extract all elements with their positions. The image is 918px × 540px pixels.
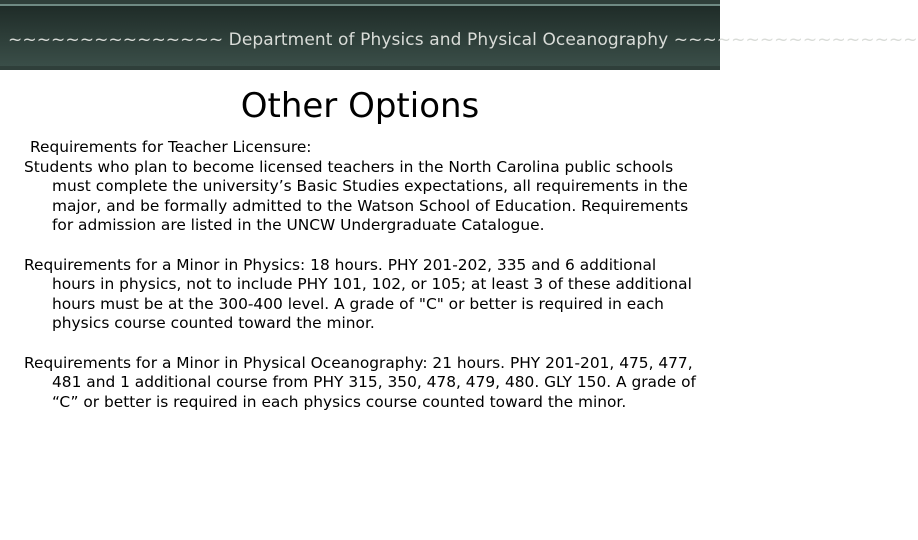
teacher-licensure-label: Requirements for Teacher Licensure: (30, 138, 312, 156)
slide-title: Other Options (240, 86, 480, 126)
oceanography-minor-paragraph (24, 354, 704, 413)
oceanography-minor-text: 21 hours. PHY 201-201, 475, 477, 481 and 1 additional course from PHY 315, 350, 478, 479, 480. GLY 150. A grade of “C” or better is required in each physics course counted toward the minor. (52, 353, 696, 411)
physics-minor-label: Requirements for a Minor in Physics: (24, 255, 306, 274)
teacher-licensure-text: Students who plan to become licensed teachers in the North Carolina public schools must complete the university’s Basic Studies expectations, all requirements in the major, and be formally admitted to the Watson School of Education. Requirements for admission are listed in the UNCW Undergraduate Catalogue. (24, 157, 689, 235)
slide-content (24, 138, 704, 412)
physics-minor-text: 18 hours. PHY 201-202, 335 and 6 additional hours in physics, not to include PHY 101, 102, or 105; at least 3 of these additional hours must be at the 300-400 level. A grade of "C" or better is required in each physics course counted toward the minor. (52, 255, 692, 333)
physics-minor-paragraph (24, 256, 704, 334)
department-title: ~~~~~~~~~~~~~~~ Department of Physics and Physical Oceanography ~~~~~~~~~~~~~~~~~ (8, 30, 918, 50)
header-banner (0, 0, 918, 70)
teacher-licensure-heading (30, 138, 704, 158)
header-banner-bar (0, 4, 918, 66)
oceanography-minor-label: Requirements for a Minor in Physical Oceanography: (24, 353, 428, 372)
